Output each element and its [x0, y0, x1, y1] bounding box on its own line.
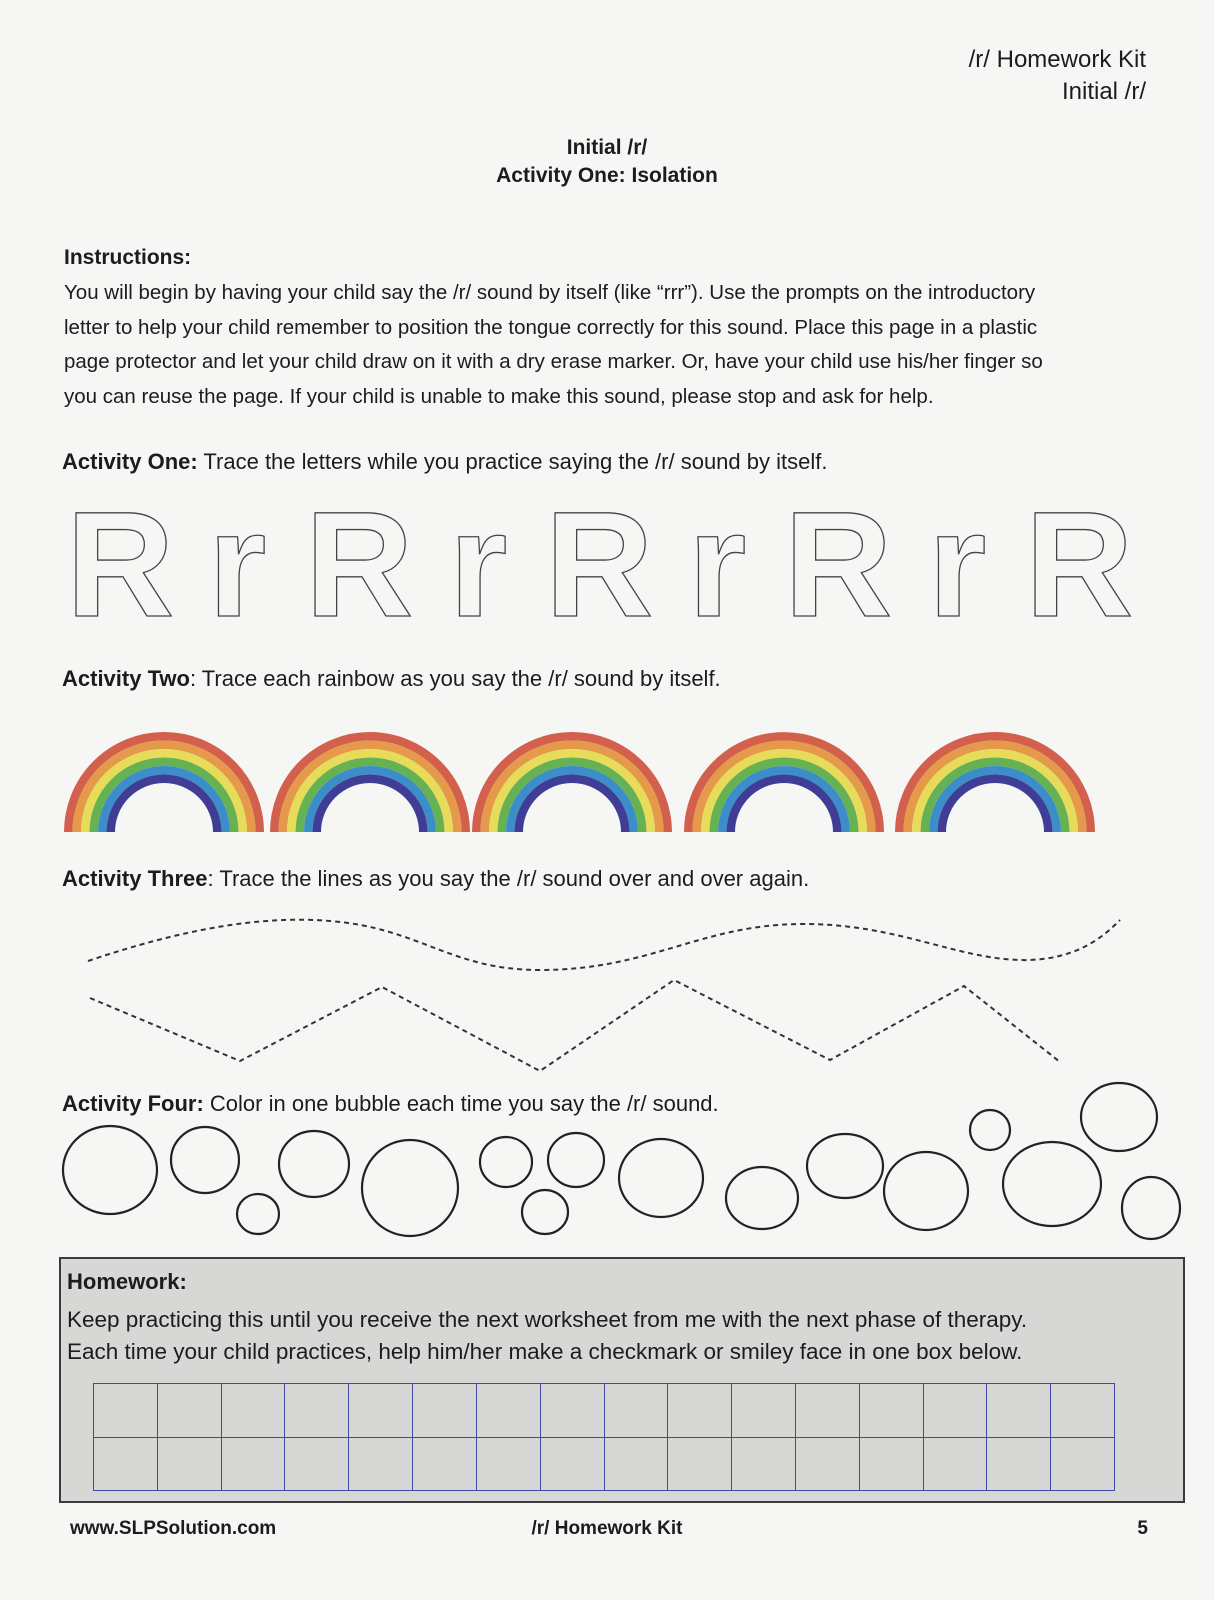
instructions-line: letter to help your child remember to position the tongue correctly for this sound. Place this page in a plastic — [64, 315, 1038, 339]
homework-line: Keep practicing this until you receive the next worksheet from me with the next phase of therapy. — [67, 1307, 1028, 1332]
checkmark-cell[interactable] — [795, 1437, 859, 1491]
checkmark-cell[interactable] — [732, 1384, 796, 1438]
checkmark-cell[interactable] — [94, 1384, 158, 1438]
bubble[interactable] — [522, 1190, 568, 1234]
header-kit-title: /r/ Homework Kit — [968, 46, 1146, 73]
grid-row — [94, 1437, 1115, 1491]
instructions-line: you can reuse the page. If your child is unable to make this sound, please stop and ask for help. — [64, 384, 934, 408]
checkmark-cell[interactable] — [221, 1384, 285, 1438]
trace-letter[interactable]: r — [449, 480, 508, 648]
instructions-label: Instructions: — [64, 246, 192, 269]
checkmark-grid — [93, 1383, 1115, 1491]
bubble[interactable] — [1122, 1177, 1180, 1239]
checkmark-cell[interactable] — [476, 1384, 540, 1438]
checkmark-cell[interactable] — [476, 1437, 540, 1491]
activity-one-label: Activity One: — [62, 449, 198, 474]
trace-letter[interactable]: r — [928, 480, 987, 648]
checkmark-cell[interactable] — [859, 1384, 923, 1438]
bubble[interactable] — [1081, 1083, 1157, 1151]
checkmark-cell[interactable] — [285, 1437, 349, 1491]
bubble[interactable] — [726, 1167, 798, 1229]
bubble[interactable] — [548, 1133, 604, 1187]
trace-letter[interactable]: r — [208, 480, 267, 648]
activity-four-label: Activity Four: — [62, 1091, 204, 1116]
header-subtitle: Initial /r/ — [1061, 78, 1146, 105]
instructions-line: page protector and let your child draw on it with a dry erase marker. Or, have your child use his/her finger so — [64, 350, 1043, 373]
checkmark-cell[interactable] — [795, 1384, 859, 1438]
homework-box — [59, 1257, 1185, 1503]
bubble[interactable] — [884, 1152, 968, 1230]
activity-three-label: Activity Three — [62, 866, 208, 891]
bubble[interactable] — [237, 1194, 279, 1234]
checkmark-cell[interactable] — [157, 1384, 221, 1438]
bubble[interactable] — [480, 1137, 532, 1187]
bubble[interactable] — [279, 1131, 349, 1197]
bubble[interactable] — [362, 1140, 458, 1236]
checkmark-cell[interactable] — [923, 1437, 987, 1491]
checkmark-cell[interactable] — [157, 1437, 221, 1491]
checkmark-cell[interactable] — [604, 1384, 668, 1438]
checkmark-cell[interactable] — [732, 1437, 796, 1491]
bubble[interactable] — [970, 1110, 1010, 1150]
homework-line: Each time your child practices, help him/her make a checkmark or smiley face in one box below. — [67, 1339, 1023, 1364]
checkmark-cell[interactable] — [923, 1384, 987, 1438]
bubble[interactable] — [63, 1126, 157, 1214]
footer-center — [0, 1518, 1214, 1540]
checkmark-cell[interactable] — [413, 1437, 477, 1491]
checkmark-cell[interactable] — [668, 1384, 732, 1438]
trace-letter[interactable]: R — [545, 480, 654, 648]
activity-heading: Activity One: Isolation — [496, 164, 718, 187]
checkmark-cell[interactable] — [987, 1437, 1051, 1491]
checkmark-cell[interactable] — [668, 1437, 732, 1491]
checkmark-cell[interactable] — [285, 1384, 349, 1438]
bubble[interactable] — [171, 1127, 239, 1193]
checkmark-cell[interactable] — [540, 1384, 604, 1438]
activity-two-label: Activity Two — [62, 666, 190, 691]
checkmark-cell[interactable] — [859, 1437, 923, 1491]
activity-four-text: Color in one bubble each time you say the /r/ sound. — [203, 1091, 719, 1116]
checkmark-cell[interactable] — [1051, 1437, 1115, 1491]
trace-letter[interactable]: R — [784, 480, 893, 648]
checkmark-cell[interactable] — [221, 1437, 285, 1491]
checkmark-cell[interactable] — [349, 1437, 413, 1491]
trace-letter[interactable]: R — [66, 480, 175, 648]
trace-letter[interactable]: R — [1025, 480, 1134, 648]
checkmark-cell[interactable] — [94, 1437, 158, 1491]
checkmark-cell[interactable] — [349, 1384, 413, 1438]
bubble[interactable] — [619, 1139, 703, 1217]
trace-letter[interactable]: R — [305, 480, 414, 648]
page-title: Initial /r/ — [566, 136, 648, 159]
activity-one-text: Trace the letters while you practice saying the /r/ sound by itself. — [197, 449, 828, 474]
bubble[interactable] — [807, 1134, 883, 1198]
checkmark-cell[interactable] — [987, 1384, 1051, 1438]
trace-letter[interactable]: r — [688, 480, 747, 648]
page-number: 5 — [1137, 1518, 1148, 1539]
instructions-line: You will begin by having your child say the /r/ sound by itself (like “rrr”). Use the prompts on the introductory — [64, 281, 1036, 304]
homework-label: Homework: — [67, 1269, 187, 1294]
bubble[interactable] — [1003, 1142, 1101, 1226]
footer-website: www.SLPSolution.com — [70, 1518, 277, 1539]
checkmark-cell[interactable] — [1051, 1384, 1115, 1438]
checkmark-cell[interactable] — [540, 1437, 604, 1491]
footer-kit-title: /r/ Homework Kit — [531, 1518, 683, 1539]
checkmark-cell[interactable] — [604, 1437, 668, 1491]
grid-row — [94, 1384, 1115, 1438]
checkmark-cell[interactable] — [413, 1384, 477, 1438]
activity-two-text: : Trace each rainbow as you say the /r/ sound by itself. — [189, 666, 721, 691]
homework-body — [67, 1304, 1177, 1368]
activity-three-text: : Trace the lines as you say the /r/ sound over and over again. — [207, 866, 810, 891]
